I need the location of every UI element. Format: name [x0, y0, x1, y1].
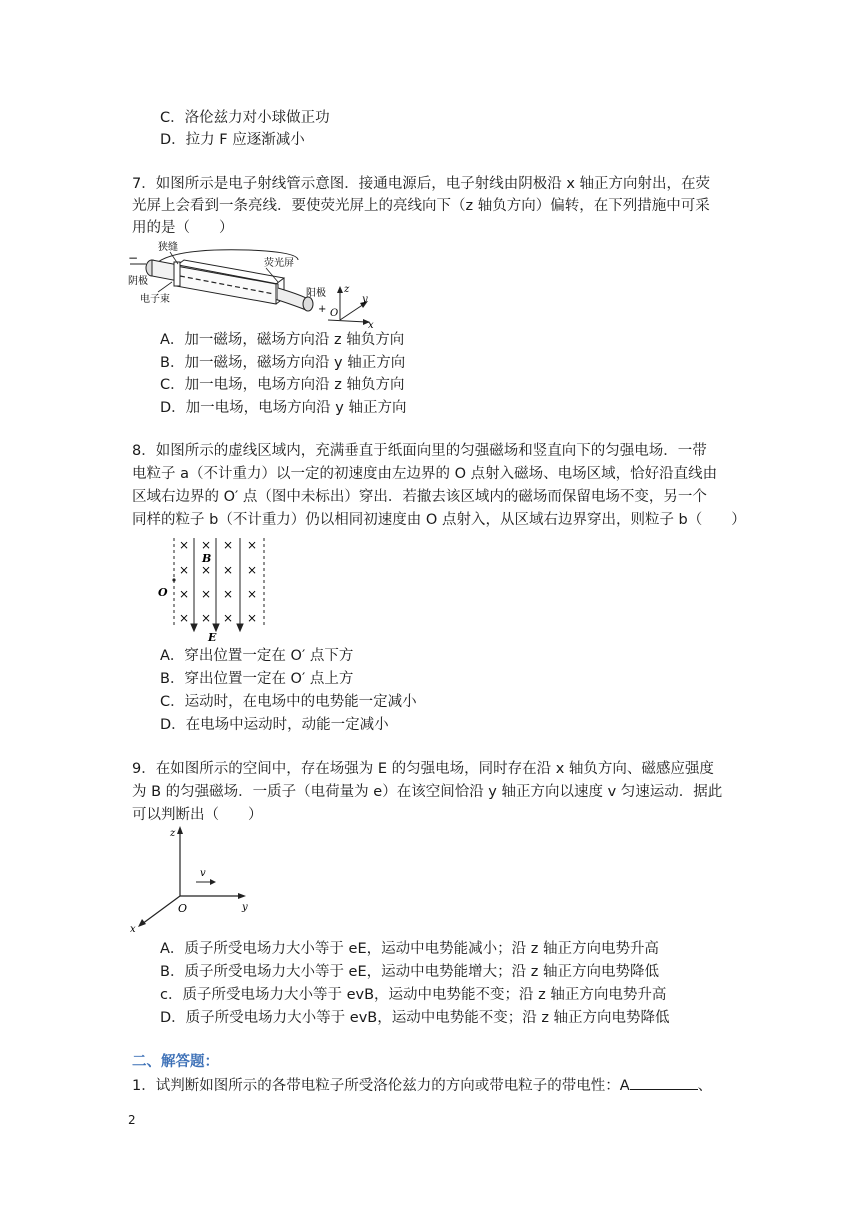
- answer-blank[interactable]: [630, 1075, 698, 1090]
- point-o-label: O: [158, 586, 168, 599]
- q7-option-a: A．加一磁场，磁场方向沿 z 轴负方向: [160, 332, 405, 348]
- slit-label: 狭缝: [158, 242, 178, 253]
- q9-option-d: D．质子所受电场力大小等于 evB，运动中电势能不变；沿 z 轴正方向电势降低: [160, 1010, 670, 1026]
- z-axis-label: z: [170, 828, 176, 839]
- q8-stem-line-4: 同样的粒子 b（不计重力）仍以相同初速度由 O 点射入，从区域右边界穿出，则粒子 b（ ）: [132, 512, 746, 528]
- q6-option-c: C．洛伦兹力对小球做正功: [160, 110, 330, 126]
- q8-option-d: D．在电场中运动时，动能一定减小: [160, 717, 389, 733]
- q7-option-c: C．加一电场，电场方向沿 z 轴负方向: [160, 377, 405, 393]
- q8-stem-line-1: 8．如图所示的虚线区域内，充满垂直于纸面向里的匀强磁场和竖直向下的匀强电场．一带: [132, 443, 707, 459]
- cross-mark: ×: [200, 587, 212, 601]
- q6-option-d: D．拉力 F 应逐渐减小: [160, 132, 305, 148]
- answer-q1-tail: 、: [697, 1078, 713, 1094]
- cross-mark: ×: [222, 611, 234, 625]
- origin-label: O: [178, 902, 188, 915]
- cross-mark: ×: [222, 538, 234, 552]
- q7-stem-line-2: 光屏上会看到一条亮线．要使荧光屏上的亮线向下（z 轴负方向）偏转，在下列措施中可采: [132, 198, 710, 214]
- q7-option-b: B．加一磁场，磁场方向沿 y 轴正方向: [160, 355, 406, 371]
- q7-stem-line-1: 7．如图所示是电子射线管示意图．接通电源后，电子射线由阴极沿 x 轴正方向射出，在荧: [132, 176, 711, 192]
- cross-mark: ×: [178, 563, 190, 577]
- cross-mark: ×: [200, 563, 212, 577]
- q9-stem-line-3: 可以判断出（ ）: [132, 807, 263, 823]
- y-axis-label: y: [242, 902, 248, 913]
- cross-mark: ×: [246, 538, 258, 552]
- screen-label: 荧光屏: [264, 258, 294, 269]
- q9-option-a: A．质子所受电场力大小等于 eE，运动中电势能减小；沿 z 轴正方向电势升高: [160, 941, 659, 957]
- cathode-label: 阴极: [128, 276, 148, 287]
- cross-mark: ×: [246, 563, 258, 577]
- anode-label: 阳极: [306, 288, 326, 299]
- q9-option-b: B．质子所受电场力大小等于 eE，运动中电势能增大；沿 z 轴正方向电势降低: [160, 964, 659, 980]
- cross-mark: ×: [246, 611, 258, 625]
- page-number: 2: [128, 1113, 136, 1127]
- magnetic-field-label: B: [202, 552, 212, 565]
- origin-label: O: [330, 308, 339, 319]
- cross-mark: ×: [246, 587, 258, 601]
- cross-mark: ×: [222, 587, 234, 601]
- plus-label: +: [318, 304, 327, 315]
- section-heading: 二、解答题：: [132, 1054, 219, 1070]
- velocity-label: v: [200, 868, 206, 879]
- q8-stem-line-3: 区域右边界的 O′ 点（图中未标出）穿出．若撤去该区域内的磁场而保留电场不变，另一个: [132, 489, 707, 505]
- x-axis-label: x: [130, 924, 136, 935]
- q7-option-d: D．加一电场，电场方向沿 y 轴正方向: [160, 400, 407, 416]
- answer-q1: [132, 1075, 712, 1096]
- answer-q1-text: 1．试判断如图所示的各带电粒子所受洛伦兹力的方向或带电粒子的带电性：A: [132, 1078, 630, 1094]
- q9-stem-line-2: 为 B 的匀强磁场．一质子（电荷量为 e）在该空间恰沿 y 轴正方向以速度 v 匀速运动．据此: [132, 784, 723, 800]
- cross-mark: ×: [178, 611, 190, 625]
- q8-stem-line-2: 电粒子 a（不计重力）以一定的初速度由左边界的 O 点射入磁场、电场区域，恰好沿直线由: [132, 466, 718, 482]
- minus-label: −: [128, 251, 139, 265]
- y-axis-label: y: [362, 294, 368, 305]
- x-axis-label: x: [368, 320, 374, 330]
- q9-option-c: c．质子所受电场力大小等于 evB，运动中电势能不变；沿 z 轴正方向电势升高: [160, 987, 667, 1003]
- cross-mark: ×: [200, 538, 212, 552]
- cross-mark: ×: [222, 563, 234, 577]
- z-axis-label: z: [344, 284, 350, 295]
- q8-option-c: C．运动时，在电场中的电势能一定减小: [160, 694, 417, 710]
- electron-tube-figure: [128, 240, 388, 330]
- coordinate-axes-figure: [128, 822, 268, 938]
- cross-mark: ×: [200, 611, 212, 625]
- electric-field-label: E: [208, 631, 217, 644]
- q9-stem-line-1: 9．在如图所示的空间中，存在场强为 E 的匀强电场，同时存在沿 x 轴负方向、磁感应强度: [132, 761, 714, 777]
- q8-option-b: B．穿出位置一定在 O′ 点上方: [160, 671, 354, 687]
- electron-beam-label: 电子束: [140, 294, 170, 305]
- q8-option-a: A．穿出位置一定在 O′ 点下方: [160, 648, 354, 664]
- cross-mark: ×: [178, 587, 190, 601]
- cross-mark: ×: [178, 538, 190, 552]
- q7-stem-line-3: 用的是（ ）: [132, 220, 234, 236]
- field-region-figure: [150, 534, 280, 644]
